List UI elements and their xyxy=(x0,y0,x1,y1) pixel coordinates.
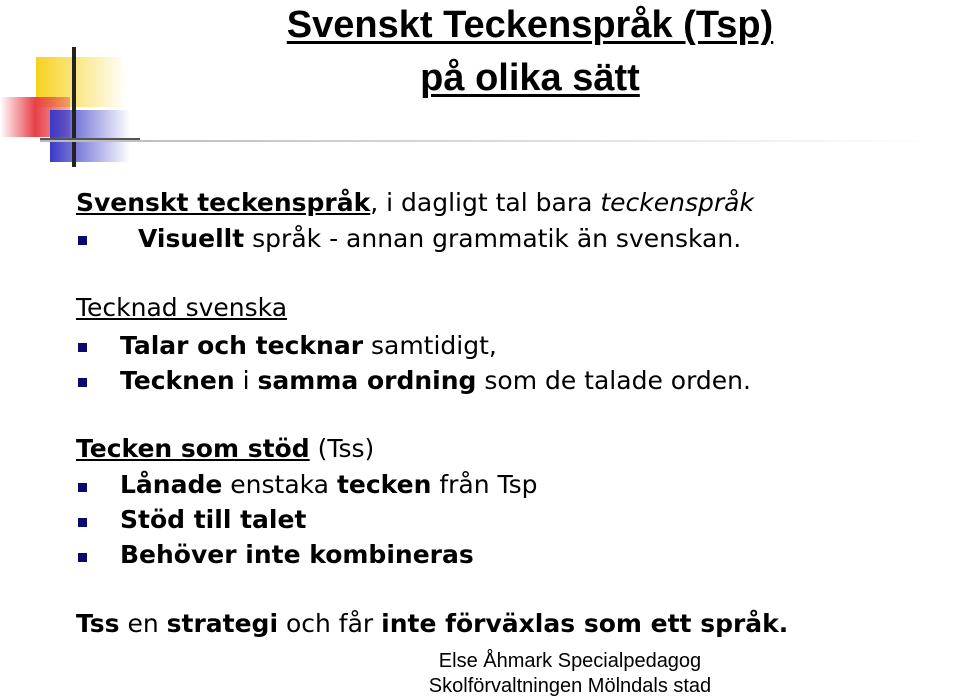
section1-bullet1-bold: Visuellt xyxy=(138,224,245,253)
section2-bullet1-rest: samtidigt, xyxy=(363,331,497,360)
section2-bullet2-rest: som de talade orden. xyxy=(476,366,751,395)
conclusion-part4: och får xyxy=(278,609,382,638)
section2-heading xyxy=(76,293,287,322)
section1-heading-rest: , i dagligt tal bara xyxy=(370,188,601,217)
section1-heading-italic: teckenspråk xyxy=(600,188,754,217)
section2-bullet2 xyxy=(120,366,751,395)
section2-bullet2-mid: i xyxy=(234,366,258,395)
section2-bullet2-bold2: samma ordning xyxy=(257,366,477,395)
conclusion-part3: strategi xyxy=(166,609,279,638)
section3-heading-rest: (Tss) xyxy=(309,434,375,463)
section3-bullet1-bold1: Lånade xyxy=(120,470,223,499)
footer-organization: Skolförvaltningen Mölndals stad xyxy=(428,675,712,697)
title-line-1: Svenskt Teckenspråk (Tsp) xyxy=(286,4,774,46)
section3-bullet1-rest: från Tsp xyxy=(431,470,538,499)
section3-bullet2: Stöd till talet xyxy=(120,505,307,534)
section3-bullet1-mid: enstaka xyxy=(222,470,337,499)
decorative-logo xyxy=(0,45,140,170)
section2-heading-text: Tecknad svenska xyxy=(76,293,288,322)
section2-bullet1 xyxy=(120,331,497,360)
bullet-icon xyxy=(78,378,87,387)
conclusion-part1: Tss xyxy=(76,609,120,638)
section3-bullet1 xyxy=(120,470,538,499)
section3-bullet1-bold2: tecken xyxy=(336,470,432,499)
section1-heading: Svenskt teckenspråk xyxy=(76,188,371,217)
section3-bullet3: Behöver inte kombineras xyxy=(120,540,474,569)
bullet-icon xyxy=(78,343,87,352)
footer-author: Else Åhmark Specialpedagog xyxy=(438,650,702,672)
bullet-icon xyxy=(78,518,87,527)
section2-bullet1-bold: Talar och tecknar xyxy=(120,331,364,360)
bullet-icon xyxy=(78,483,87,492)
logo-vertical-line xyxy=(72,47,76,167)
section3-heading-line xyxy=(76,434,374,463)
conclusion-line xyxy=(76,609,788,638)
decorative-divider xyxy=(40,140,940,142)
section1-heading-line xyxy=(76,188,754,217)
bullet-icon xyxy=(78,553,87,562)
conclusion-part2: en xyxy=(119,609,167,638)
section2-bullet2-bold1: Tecknen xyxy=(120,366,235,395)
bullet-icon xyxy=(78,236,87,245)
logo-blue-square xyxy=(50,110,130,162)
section1-bullet1-rest: språk - annan grammatik än svenskan. xyxy=(244,224,742,253)
section1-bullet1 xyxy=(138,224,741,253)
title-line-2: på olika sätt xyxy=(420,57,640,99)
section3-heading: Tecken som stöd xyxy=(76,434,310,463)
conclusion-part5: inte förväxlas som ett språk. xyxy=(381,609,789,638)
